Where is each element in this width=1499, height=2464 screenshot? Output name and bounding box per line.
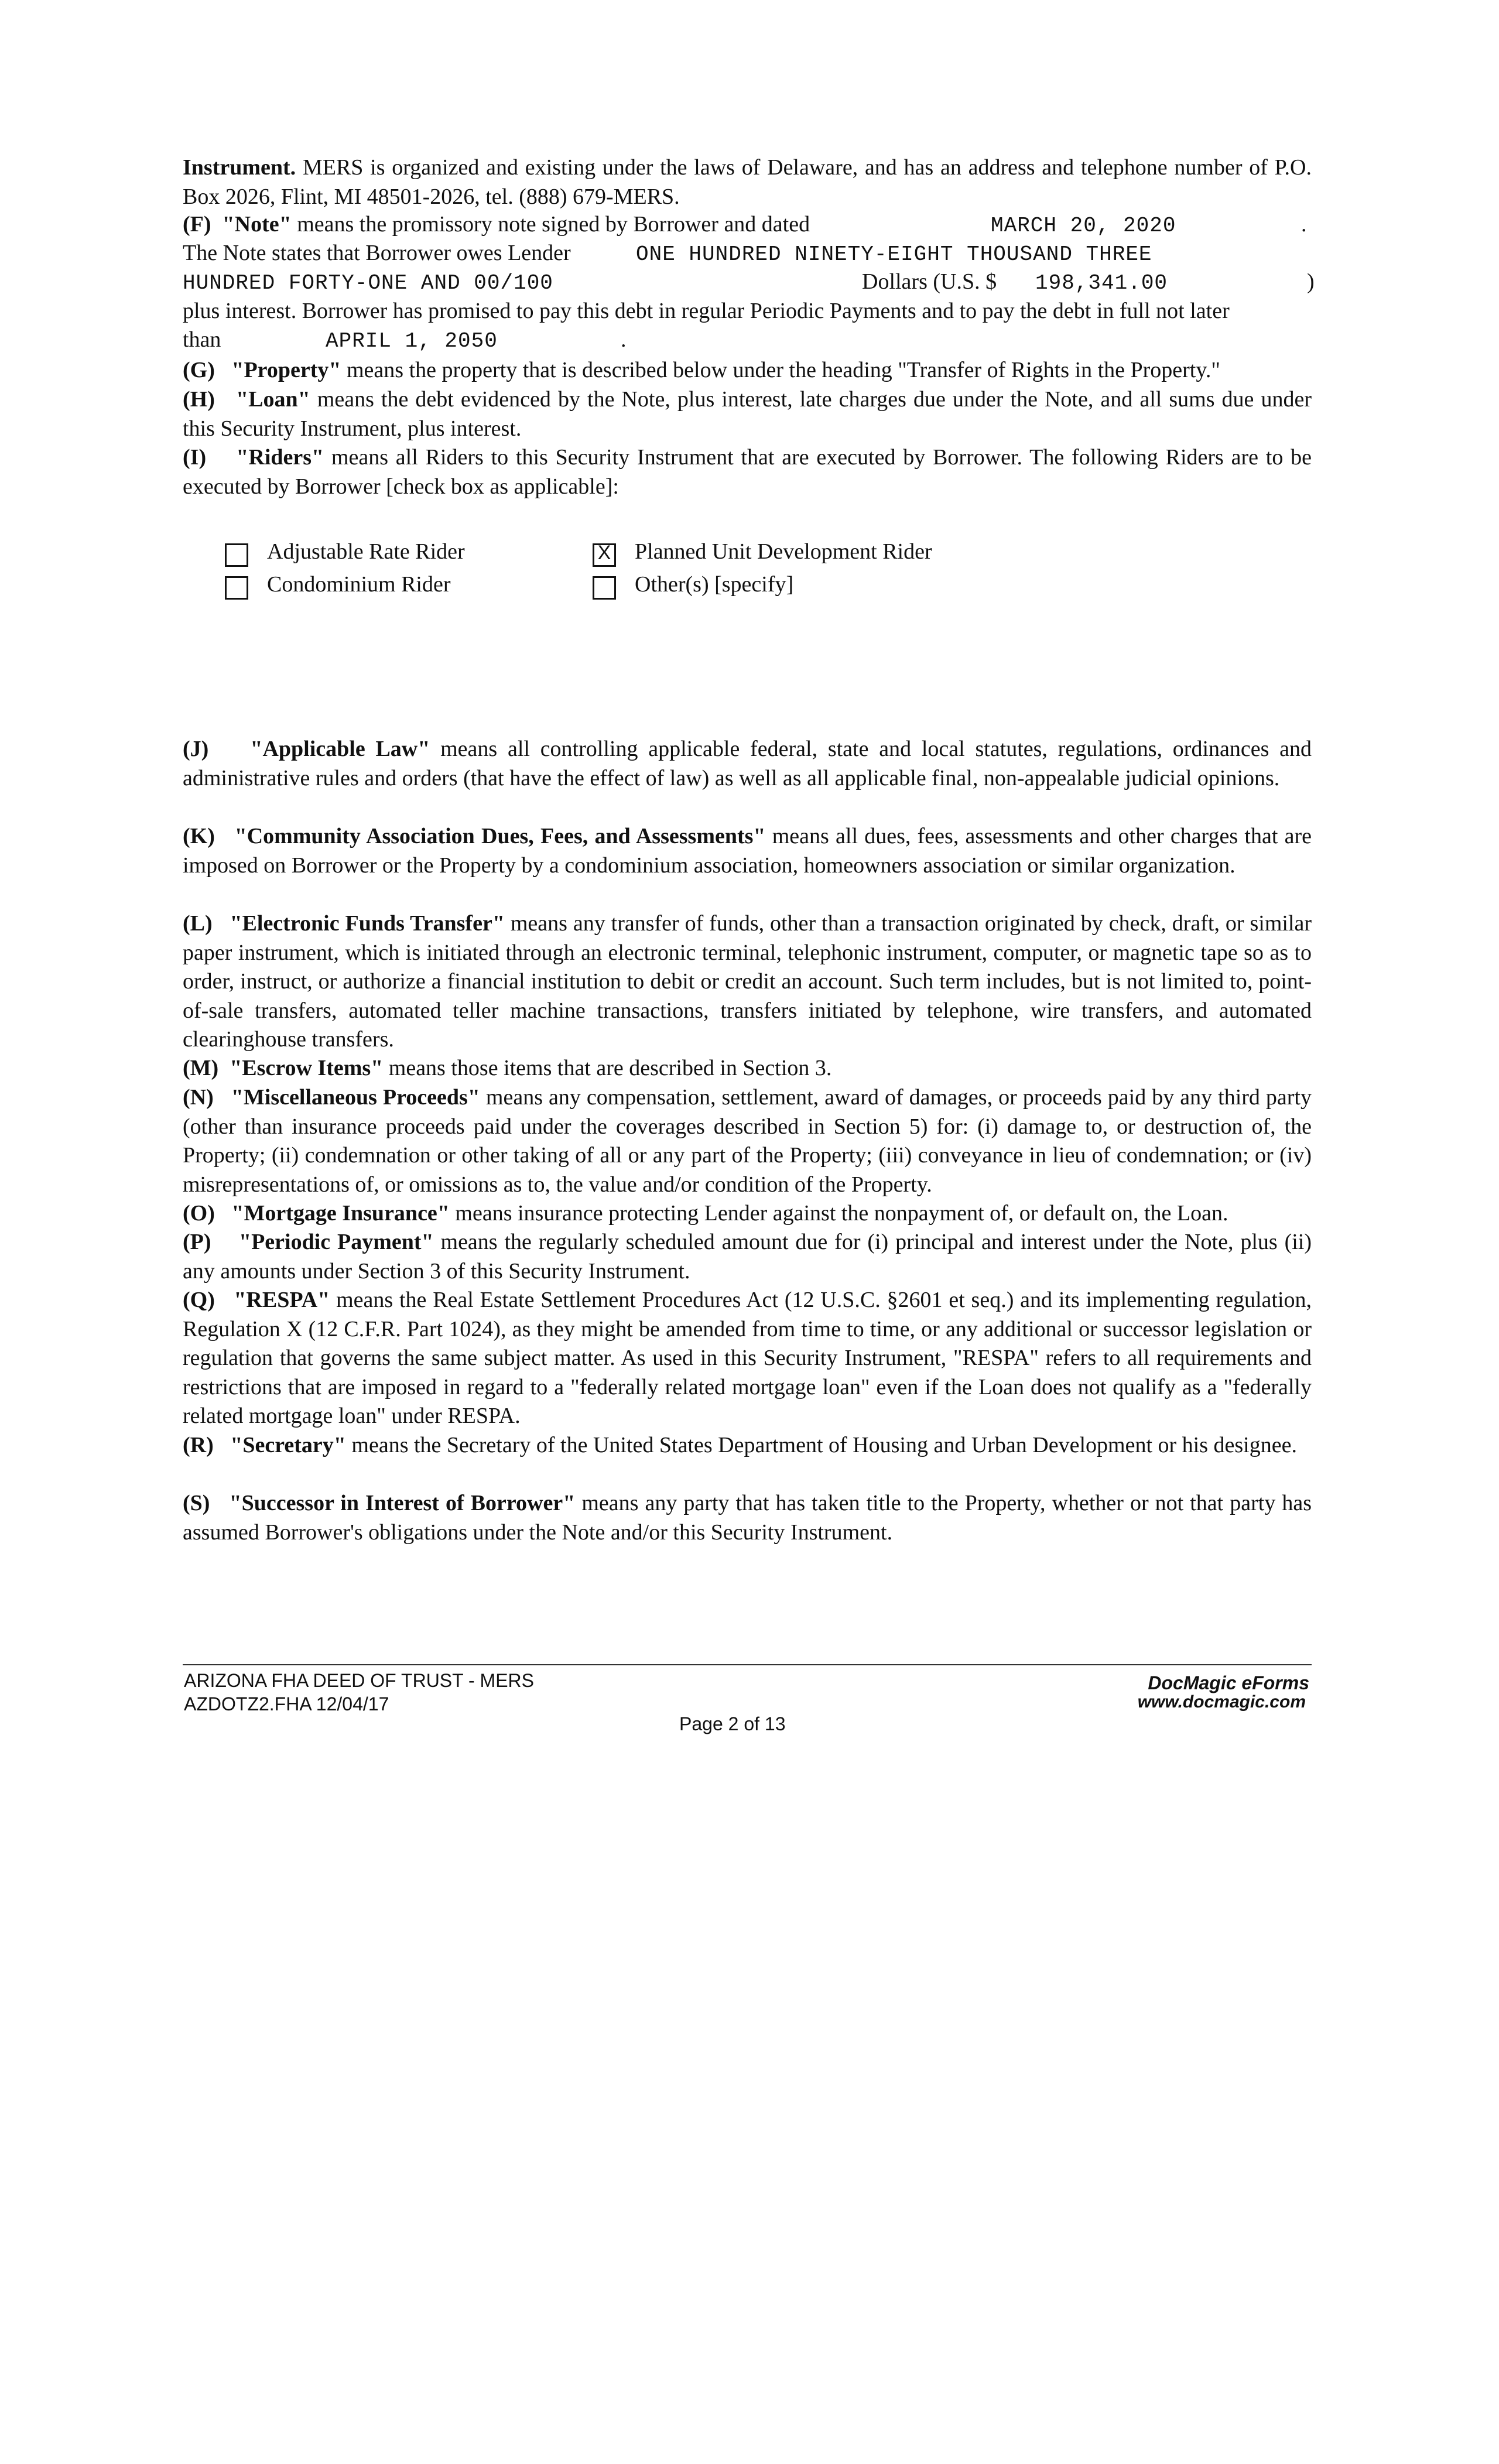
definition-o [183, 1199, 1312, 1228]
def-p-text: means the regularly scheduled amount due for (i) principal and interest under the Note, plus (ii) any amounts under Section 3 of this Security Instrument. [183, 1230, 1312, 1284]
def-r-text: means the Secretary of the United States Department of Housing and Urban Development or his designee. [345, 1433, 1297, 1457]
rider-label-adjustable-rate: Adjustable Rate Rider [267, 539, 465, 564]
def-i-text: means all Riders to this Security Instrument that are executed by Borrower. The following Riders are to be executed by Borrower [check box as applicable]: [183, 445, 1312, 499]
definition-s [183, 1489, 1312, 1547]
loan-amount: 198,341.00 [1035, 271, 1168, 295]
intro-paragraph [183, 153, 1312, 211]
def-k-text: means all dues, fees, assessments and other charges that are imposed on Borrower or the Property by a condominium association, homeowners association or similar organization. [183, 824, 1312, 878]
def-s-text: means any party that has taken title to the Property, whether or not that party has assumed Borrower's obligations under the Note and/or this Security Instrument. [183, 1491, 1312, 1545]
than-label: than [183, 327, 221, 352]
def-l-term: "Electronic Funds Transfer" [230, 911, 505, 936]
checkbox-condominium-rider[interactable] [225, 576, 248, 600]
def-f-line2: The Note states that Borrower owes Lender [183, 241, 571, 265]
rider-label-condominium: Condominium Rider [267, 572, 451, 597]
docmagic-logo: DocMagic eForms [1148, 1672, 1309, 1693]
def-i-term: "Riders" [236, 445, 324, 470]
def-k-label: (K) [183, 824, 215, 848]
footer-page-number: Page 2 of 13 [679, 1713, 786, 1734]
footer-form-title: ARIZONA FHA DEED OF TRUST - MERS [184, 1670, 534, 1691]
definition-m [183, 1054, 1312, 1083]
definition-l [183, 909, 1312, 1055]
amount-words-2: HUNDRED FORTY-ONE AND 00/100 [183, 271, 553, 295]
checkbox-planned-unit-development-rider[interactable] [593, 543, 616, 567]
def-q-term: "RESPA" [234, 1288, 330, 1312]
def-f-text1: means the promissory note signed by Borrower and dated [297, 212, 810, 237]
def-h-text: means the debt evidenced by the Note, plus interest, late charges due under the Note, and all sums due under this Security Instrument, plus interest. [183, 387, 1312, 441]
dollars-label: Dollars (U.S. $ [862, 269, 997, 294]
definition-k [183, 822, 1312, 880]
def-j-text: means all controlling applicable federal, state and local statutes, regulations, ordinances and administrative rules and orders (that have the effect of law) as well as all applicable final, non-appealable judicial opinions. [183, 737, 1312, 790]
definition-p [183, 1228, 1312, 1286]
def-n-term: "Miscellaneous Proceeds" [231, 1085, 480, 1110]
footer-divider [183, 1664, 1312, 1665]
def-q-label: (Q) [183, 1288, 215, 1312]
def-k-term: "Community Association Dues, Fees, and Assessments" [234, 824, 766, 848]
def-s-label: (S) [183, 1491, 210, 1515]
def-f-period: . [1301, 212, 1307, 237]
def-f-label: (F) [183, 212, 211, 237]
def-g-text: means the property that is described below under the heading "Transfer of Rights in the Property." [341, 358, 1220, 382]
def-r-label: (R) [183, 1433, 214, 1457]
def-o-label: (O) [183, 1201, 215, 1226]
dollars-close: ) [1307, 269, 1315, 294]
def-l-label: (L) [183, 911, 213, 936]
rider-label-other: Other(s) [specify] [635, 572, 794, 597]
def-f-line4: plus interest. Borrower has promised to pay this debt in regular Periodic Payments and to pay the debt in full not later [183, 299, 1230, 323]
def-p-label: (P) [183, 1230, 211, 1254]
intro-term: Instrument. [183, 155, 296, 180]
maturity-date: APRIL 1, 2050 [326, 329, 498, 353]
def-f-term: "Note" [222, 212, 292, 237]
checkbox-adjustable-rate-rider[interactable] [225, 543, 248, 567]
checkbox-mark: X [597, 542, 611, 564]
note-date: MARCH 20, 2020 [991, 214, 1176, 238]
definition-g [183, 356, 1312, 385]
def-r-term: "Secretary" [230, 1433, 346, 1457]
definition-q [183, 1286, 1312, 1431]
def-q-text: means the Real Estate Settlement Procedures Act (12 U.S.C. §2601 et seq.) and its implementing regulation, Regulation X (12 C.F.R. Part 1024), as they might be amended from time to time, or any additional or successor legislation or regulation that governs the same subject matter. As used in this Security Instrument, "RESPA" refers to all requirements and restrictions that are imposed in regard to a "federally related mortgage loan" even if the Loan does not qualify as a "federally related mortgage loan" under RESPA. [183, 1288, 1312, 1428]
def-j-term: "Applicable Law" [250, 737, 430, 761]
def-j-label: (J) [183, 737, 209, 761]
checkbox-other-rider[interactable] [593, 576, 616, 600]
def-g-term: "Property" [231, 358, 341, 382]
def-h-label: (H) [183, 387, 215, 412]
def-h-term: "Loan" [236, 387, 310, 412]
definition-j [183, 735, 1312, 793]
def-p-term: "Periodic Payment" [239, 1230, 434, 1254]
def-m-term: "Escrow Items" [230, 1056, 384, 1080]
def-o-text: means insurance protecting Lender against the nonpayment of, or default on, the Loan. [449, 1201, 1228, 1226]
def-m-label: (M) [183, 1056, 219, 1080]
def-s-term: "Successor in Interest of Borrower" [229, 1491, 576, 1515]
definition-h [183, 385, 1312, 443]
def-n-label: (N) [183, 1085, 214, 1110]
def-o-term: "Mortgage Insurance" [231, 1201, 450, 1226]
def-l-text: means any transfer of funds, other than a transaction originated by check, draft, or similar paper instrument, which is initiated through an electronic terminal, telephonic instrument, computer, or magnetic tape so as to order, instruct, or authorize a financial institution to debit or credit an account. Such term includes, but is not limited to, point-of-sale transfers, automated teller machine transactions, transfers initiated by telephone, wire transfers, and automated clearinghouse transfers. [183, 911, 1312, 1052]
def-i-label: (I) [183, 445, 207, 470]
def-g-label: (G) [183, 358, 215, 382]
def-m-text: means those items that are described in Section 3. [383, 1056, 832, 1080]
docmagic-url: www.docmagic.com [1137, 1692, 1306, 1712]
amount-words-1: ONE HUNDRED NINETY-EIGHT THOUSAND THREE [636, 242, 1152, 266]
def-f-line1 [183, 211, 810, 237]
definition-i [183, 443, 1312, 501]
rider-label-planned-unit-development: Planned Unit Development Rider [635, 539, 932, 564]
definition-r [183, 1431, 1312, 1460]
def-n-text: means any compensation, settlement, award of damages, or proceeds paid by any third party (other than insurance proceeds paid under the coverages described in Section 5) for: (i) damage to, or destruction of, the Property; (ii) condemnation or other taking of all or any part of the Property; (iii) conveyance in lieu of condemnation; or (iv) misrepresentations of, or omissions as to, the value and/or condition of the Property. [183, 1085, 1312, 1197]
intro-text: MERS is organized and existing under the laws of Delaware, and has an address and telephone number of P.O. Box 2026, Flint, MI 48501-2026, tel. (888) 679-MERS. [183, 155, 1312, 209]
footer-form-code: AZDOTZ2.FHA 12/04/17 [184, 1693, 389, 1714]
definition-n [183, 1083, 1312, 1199]
def-f-period2: . [621, 327, 627, 352]
